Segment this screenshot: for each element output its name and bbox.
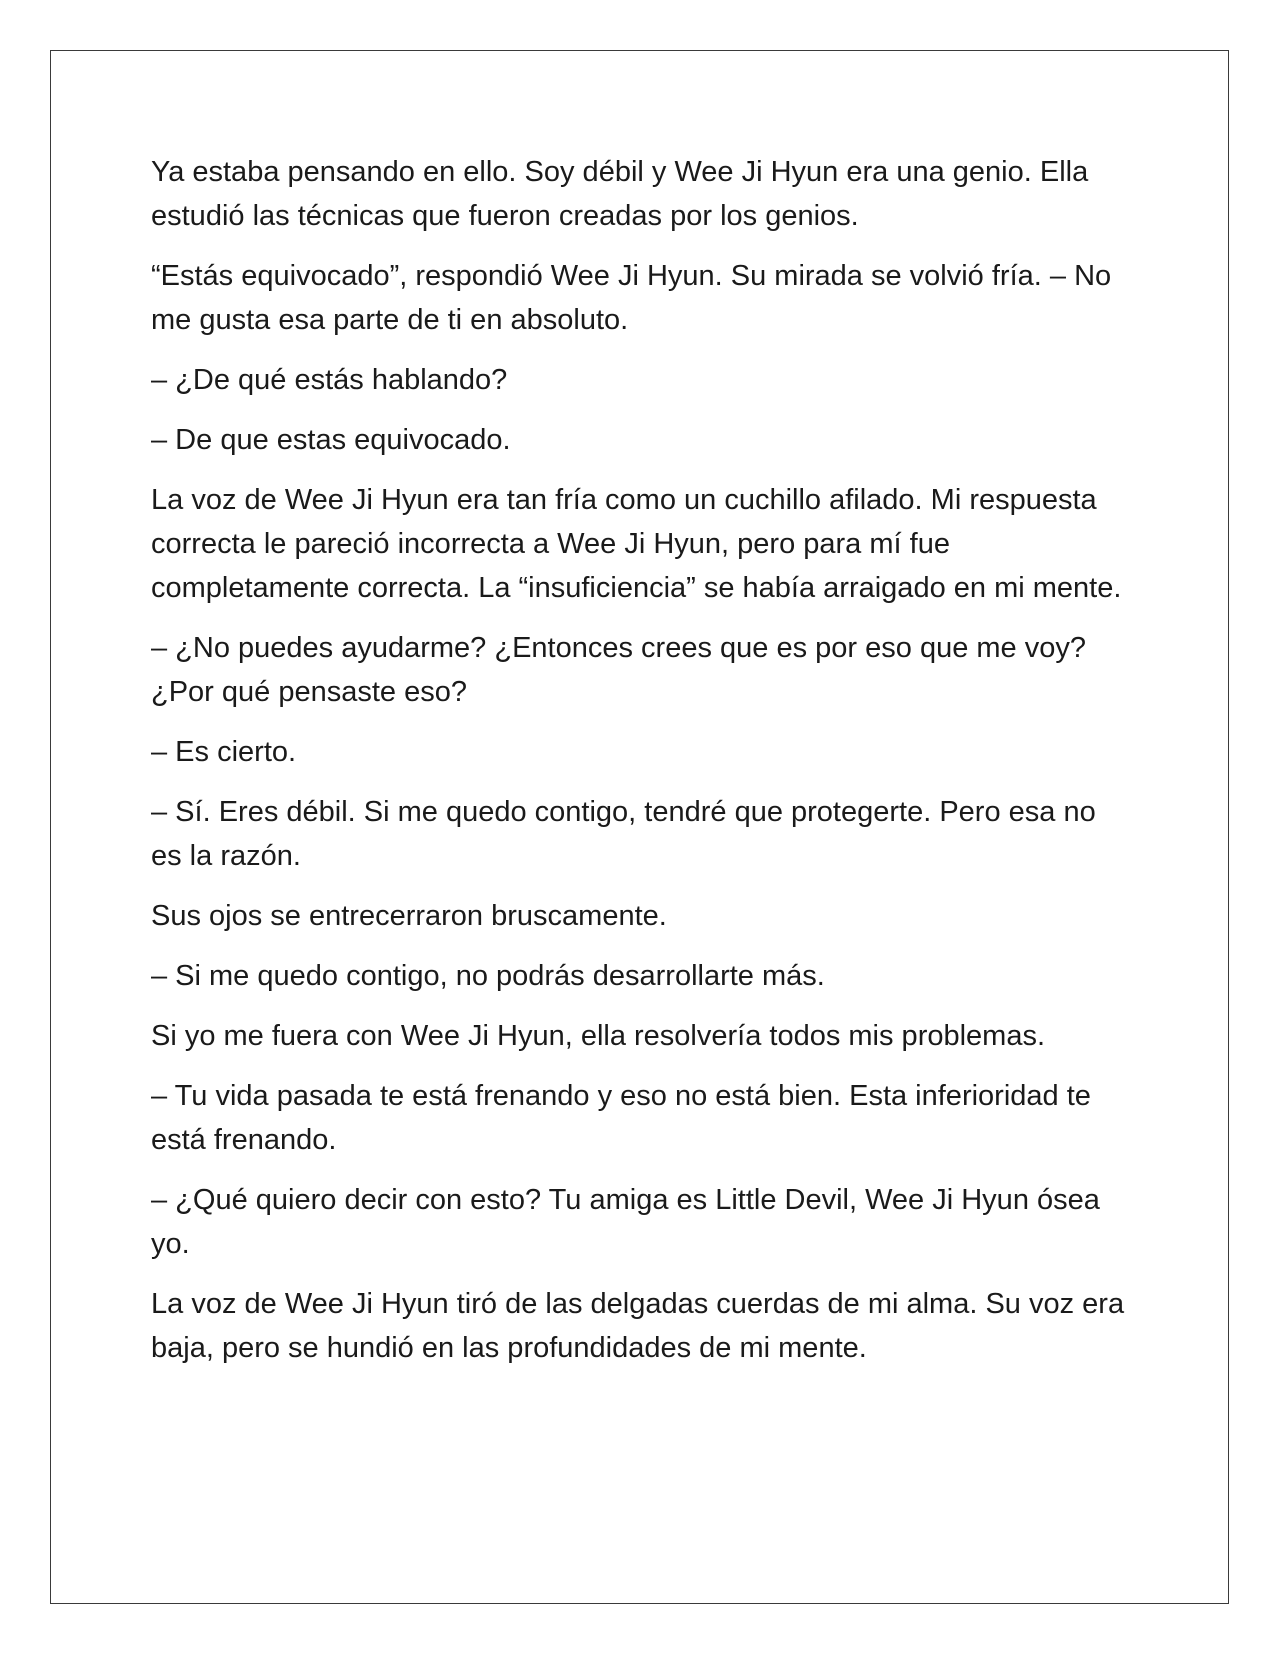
- paragraph: – ¿De qué estás hablando?: [151, 364, 508, 396]
- paragraph: – ¿Qué quiero decir con esto? Tu amiga es Little Devil, Wee Ji Hyun ósea yo.: [151, 1184, 1100, 1260]
- paragraph: La voz de Wee Ji Hyun era tan fría como un cuchillo afilado. Mi respuesta correcta le pareció incorrecta a Wee Ji Hyun, pero para mí fue completamente correcta. La “insuficiencia” se había arraigado en mi mente.: [151, 484, 1122, 604]
- paragraph: La voz de Wee Ji Hyun tiró de las delgadas cuerdas de mi alma. Su voz era baja, pero se hundió en las profundidades de mi mente.: [151, 1288, 1125, 1364]
- document-body: [151, 150, 1131, 1386]
- paragraph: – Si me quedo contigo, no podrás desarrollarte más.: [151, 960, 825, 992]
- paragraph: Si yo me fuera con Wee Ji Hyun, ella resolvería todos mis problemas.: [151, 1020, 1046, 1052]
- paragraph: – Es cierto.: [151, 736, 297, 768]
- paragraph: Ya estaba pensando en ello. Soy débil y Wee Ji Hyun era una genio. Ella estudió las técnicas que fueron creadas por los genios.: [151, 156, 1089, 232]
- paragraph: “Estás equivocado”, respondió Wee Ji Hyun. Su mirada se volvió fría. – No me gusta esa parte de ti en absoluto.: [151, 260, 1112, 336]
- paragraph: – ¿No puedes ayudarme? ¿Entonces crees que es por eso que me voy? ¿Por qué pensaste eso?: [151, 632, 1086, 708]
- paragraph: – De que estas equivocado.: [151, 424, 511, 456]
- paragraph: – Sí. Eres débil. Si me quedo contigo, tendré que protegerte. Pero esa no es la razón.: [151, 796, 1096, 872]
- paragraph: Sus ojos se entrecerraron bruscamente.: [151, 900, 667, 932]
- paragraph: – Tu vida pasada te está frenando y eso no está bien. Esta inferioridad te está frenando.: [151, 1080, 1091, 1156]
